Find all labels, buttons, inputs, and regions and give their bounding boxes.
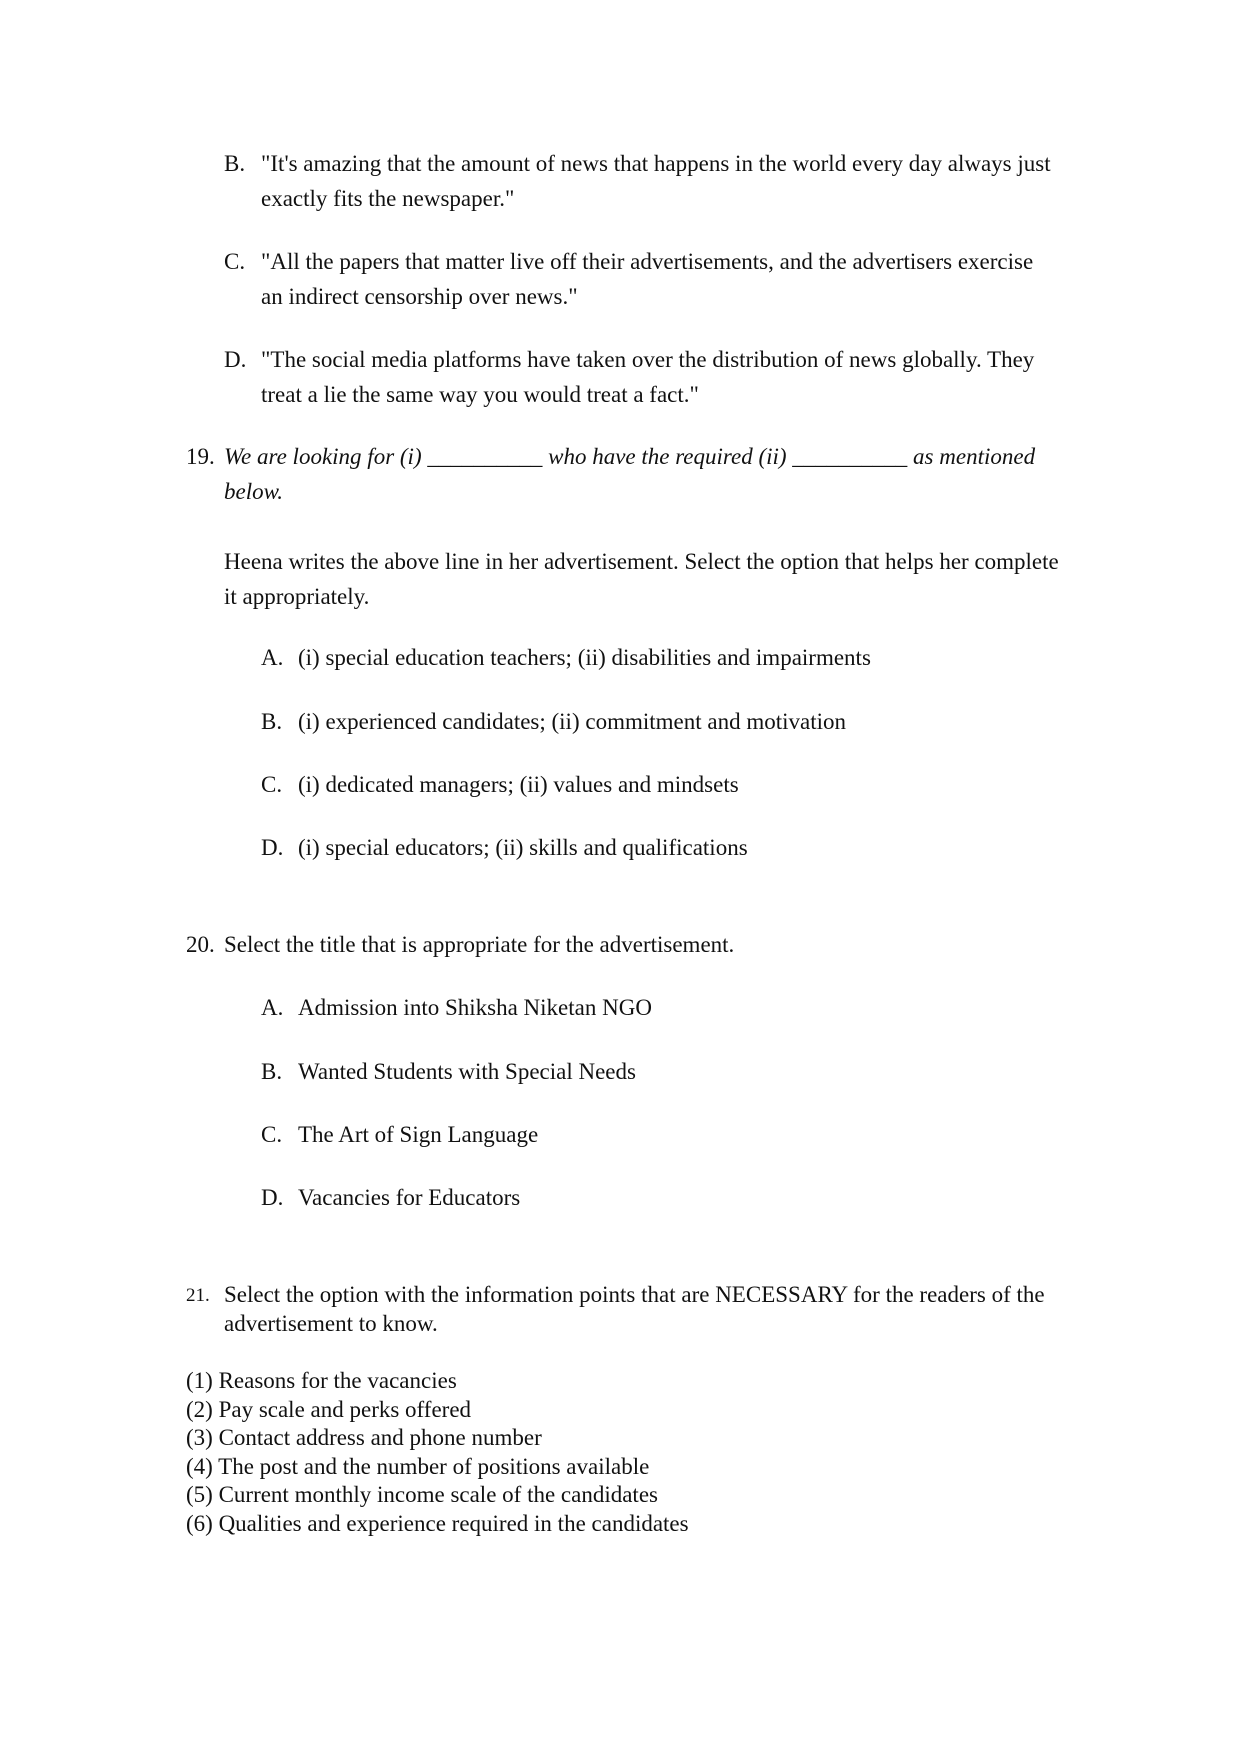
info-point: (2) Pay scale and perks offered (186, 1397, 472, 1422)
option-letter: C. (261, 772, 283, 797)
option-letter: D. (224, 347, 247, 372)
option-text: The Art of Sign Language (298, 1122, 539, 1147)
option-text: Admission into Shiksha Niketan NGO (298, 995, 652, 1020)
question-number: 21. (186, 1285, 210, 1306)
option-text: "It's amazing that the amount of news that happens in the world every day always just exactly fits the newspaper." (261, 151, 1051, 211)
instruction-text: Heena writes the above line in her advertisement. Select the option that helps her complete it appropriately. (224, 549, 1059, 609)
option-letter: A. (261, 645, 284, 670)
q19-option-d (261, 830, 1061, 865)
option-text: (i) experienced candidates; (ii) commitment and motivation (298, 709, 846, 734)
question-20 (186, 927, 1066, 962)
q20-option-c (261, 1117, 1061, 1152)
option-letter: B. (224, 151, 246, 176)
option-text: (i) special educators; (ii) skills and qualifications (298, 835, 748, 860)
info-point: (5) Current monthly income scale of the candidates (186, 1482, 658, 1507)
q19-option-c (261, 767, 1061, 802)
option-letter: C. (224, 249, 246, 274)
question-prompt: Select the title that is appropriate for the advertisement. (224, 932, 735, 957)
info-point: (3) Contact address and phone number (186, 1425, 542, 1450)
question-prompt: We are looking for (i) __________ who have the required (ii) __________ as mentioned below. (224, 444, 1036, 504)
info-point: (1) Reasons for the vacancies (186, 1368, 457, 1393)
option-letter: D. (261, 835, 284, 860)
question-number: 20. (186, 932, 215, 957)
q19-option-a (261, 640, 1061, 675)
q20-option-b (261, 1054, 1061, 1089)
option-letter: B. (261, 709, 283, 734)
q19-option-b (261, 704, 1061, 739)
option-letter: A. (261, 995, 284, 1020)
q20-option-d (261, 1180, 1061, 1215)
option-text: "The social media platforms have taken over the distribution of news globally. They treat a lie the same way you would treat a fact." (261, 347, 1035, 407)
question-21 (186, 1280, 1086, 1338)
q20-option-a (261, 990, 1061, 1025)
info-point: (4) The post and the number of positions available (186, 1454, 650, 1479)
q18-option-d (224, 342, 1064, 412)
option-letter: D. (261, 1185, 284, 1210)
q18-option-c (224, 244, 1044, 314)
option-text: (i) dedicated managers; (ii) values and mindsets (298, 772, 739, 797)
option-text: Vacancies for Educators (298, 1185, 521, 1210)
question-19-instruction (224, 544, 1064, 614)
option-text: Wanted Students with Special Needs (298, 1059, 636, 1084)
option-letter: C. (261, 1122, 283, 1147)
info-point: (6) Qualities and experience required in the candidates (186, 1511, 689, 1536)
option-letter: B. (261, 1059, 283, 1084)
option-text: (i) special education teachers; (ii) disabilities and impairments (298, 645, 871, 670)
question-19 (186, 439, 1066, 509)
question-number: 19. (186, 444, 215, 469)
question-prompt: Select the option with the information points that are NECESSARY for the readers of the advertisement to know. (224, 1282, 1045, 1336)
option-text: "All the papers that matter live off their advertisements, and the advertisers exercise an indirect censorship over news." (261, 249, 1034, 309)
q18-option-b (224, 146, 1074, 216)
